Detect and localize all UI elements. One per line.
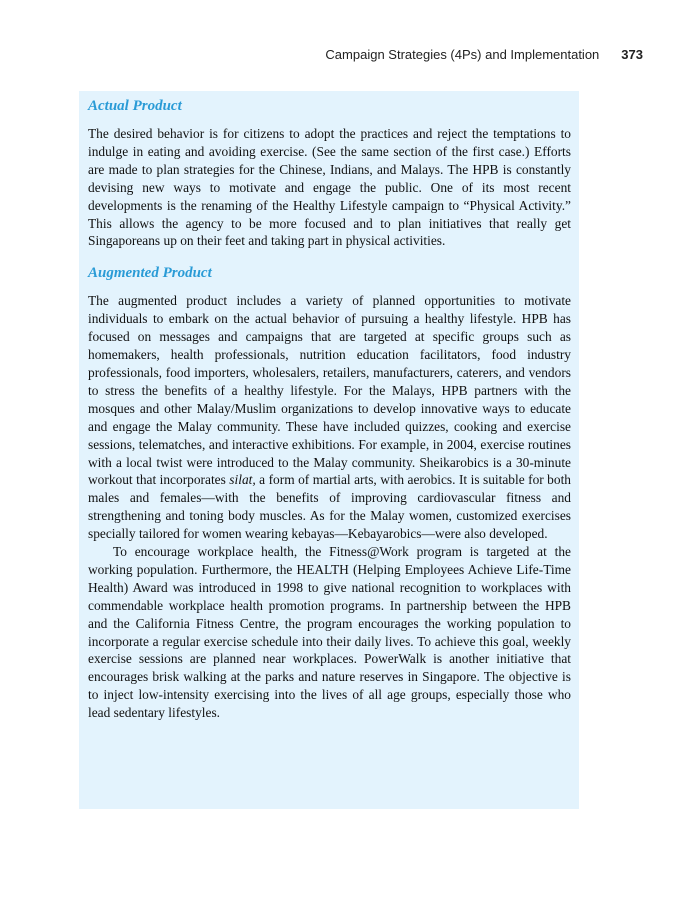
augmented-text-before-italic: The augmented product includes a variety of planned opportunities to motivate individuals to embark on the actual behavior of pursuing a healthy lifestyle. HPB has focused on messages and campaigns that are targeted at specific groups such as homemakers, health professionals, nutrition education facilitators, food industry professionals, food importers, wholesalers, retailers, manufacturers, caterers, and vendors to stress the benefits of a healthy lifestyle. For the Malays, HPB partners with the mosques and other Malay/Muslim organizations to develop innovative ways to educate and engage the Malay community. These have included quizzes, cooking and exercise sessions, telematches, and interactive exhibitions. For example, in 2004, exercise routines with a local twist were introduced to the Malay community. Sheikarobics is a 30-minute workout that incorporates	[88, 293, 571, 488]
case-study-box	[79, 91, 579, 809]
section-heading-actual-product: Actual Product	[88, 98, 182, 114]
running-header	[325, 47, 643, 62]
augmented-product-paragraph-2: To encourage workplace health, the Fitness@Work program is targeted at the working population. Furthermore, the HEALTH (Helping Employees Achieve Life-Time Health) Award was introduced in 1998 to give national recognition to workplaces with commendable workplace health promotion programs. In partnership between the HPB and the California Fitness Centre, the program encourages the working population to incorporate a regular exercise schedule into their daily lives. To achieve this goal, weekly exercise sessions are planned near workplaces. PowerWalk is another initiative that encourages brisk walking at the parks and nature reserves in Singapore. The objective is to inject low-intensity exercising into the lives of all age groups, especially those who lead sedentary lifestyles.	[88, 544, 571, 721]
augmented-product-paragraph-1	[88, 292, 571, 543]
section-heading-augmented-product: Augmented Product	[88, 265, 212, 282]
running-title: Campaign Strategies (4Ps) and Implementation	[325, 47, 600, 62]
actual-product-paragraph: The desired behavior is for citizens to adopt the practices and reject the temptations to indulge in eating and avoiding exercise. (See the same section of the first case.) Efforts are made to plan strategies for the Chinese, Indians, and Malays. The HPB is constantly devising new ways to motivate and engage the public. One of its most recent developments is the renaming of the Healthy Lifestyle campaign to “Physical Activity.” This allows the agency to be more focused and to plan initiatives that really get Singaporeans up on their feet and taking part in physical activities.	[88, 126, 571, 249]
italic-term-silat: silat,	[229, 472, 256, 488]
page-number: 373	[621, 47, 643, 62]
augmented-text-after-italic: a form of martial arts, with aerobics. It is suitable for both males and females—with the benefits of improving cardiovascular fitness and strengthening and toning body muscles. As for the Malay women, customized exercises specially tailored for women wearing kebayas—Kebayarobics—were also developed.	[88, 472, 571, 542]
